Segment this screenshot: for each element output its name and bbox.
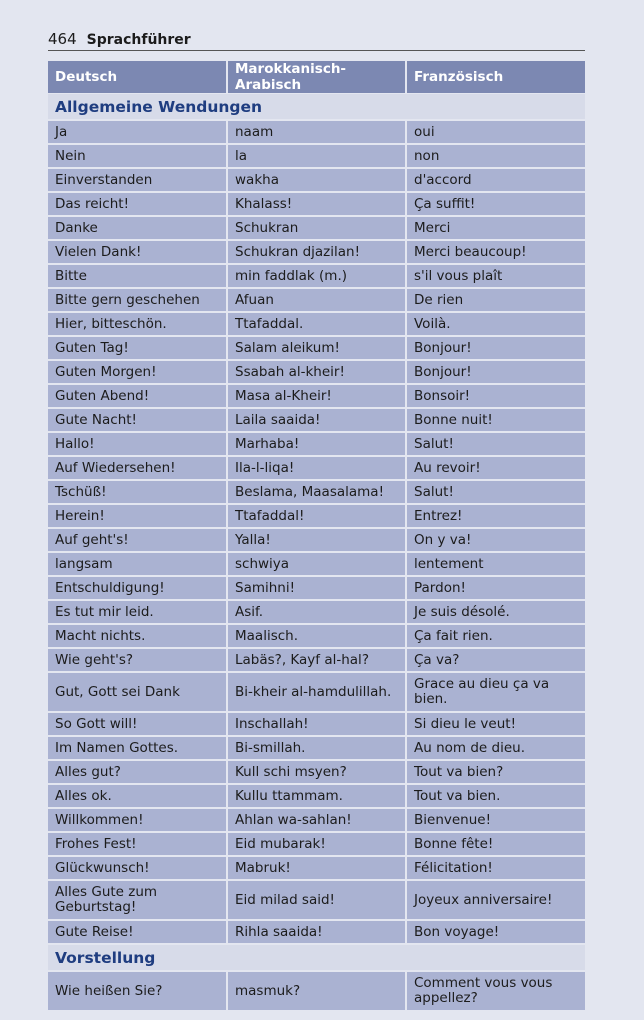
table-row (48, 712, 585, 736)
cell-french: Tout va bien? (406, 760, 585, 784)
cell-german: Wie geht's? (48, 648, 227, 672)
cell-german: Bitte gern geschehen (48, 288, 227, 312)
cell-french: Bon voyage! (406, 920, 585, 944)
cell-moroccan-arabic: Kull schi msyen? (227, 760, 406, 784)
cell-german: Tschüß! (48, 480, 227, 504)
table-row (48, 784, 585, 808)
table-row (48, 360, 585, 384)
cell-moroccan-arabic: Kullu ttammam. (227, 784, 406, 808)
cell-french: Si dieu le veut! (406, 712, 585, 736)
table-row (48, 432, 585, 456)
cell-french: Bienvenue! (406, 808, 585, 832)
table-row (48, 624, 585, 648)
cell-french: Pardon! (406, 576, 585, 600)
cell-moroccan-arabic: Laila saaida! (227, 408, 406, 432)
cell-french: Grace au dieu ça va bien. (406, 672, 585, 712)
table-row (48, 480, 585, 504)
running-section-title: Sprachführer (86, 32, 191, 48)
cell-french: Bonjour! (406, 336, 585, 360)
table-row (48, 736, 585, 760)
section-header-row (48, 94, 585, 121)
page-header (48, 28, 585, 51)
cell-german: Alles gut? (48, 760, 227, 784)
table-row (48, 832, 585, 856)
table-row (48, 971, 585, 1011)
cell-moroccan-arabic: la (227, 144, 406, 168)
cell-german: Es tut mir leid. (48, 600, 227, 624)
cell-german: Auf geht's! (48, 528, 227, 552)
cell-french: Ça fait rien. (406, 624, 585, 648)
cell-moroccan-arabic: Eid mubarak! (227, 832, 406, 856)
cell-french: Ça va? (406, 648, 585, 672)
table-row (48, 600, 585, 624)
cell-moroccan-arabic: Mabruk! (227, 856, 406, 880)
cell-moroccan-arabic: Beslama, Maasalama! (227, 480, 406, 504)
cell-moroccan-arabic: Ahlan wa-sahlan! (227, 808, 406, 832)
cell-french: oui (406, 120, 585, 144)
cell-german: Bitte (48, 264, 227, 288)
table-header-row (48, 61, 585, 94)
cell-french: Merci beaucoup! (406, 240, 585, 264)
cell-moroccan-arabic: Rihla saaida! (227, 920, 406, 944)
cell-german: Guten Tag! (48, 336, 227, 360)
cell-moroccan-arabic: Marhaba! (227, 432, 406, 456)
table-row (48, 552, 585, 576)
table-row (48, 288, 585, 312)
cell-moroccan-arabic: Ila-l-liqa! (227, 456, 406, 480)
column-header-moroccan-arabic: Marokkanisch-Arabisch (227, 61, 406, 94)
cell-moroccan-arabic: Eid milad said! (227, 880, 406, 920)
cell-moroccan-arabic: naam (227, 120, 406, 144)
table-row (48, 168, 585, 192)
cell-moroccan-arabic: Ttafaddal. (227, 312, 406, 336)
cell-moroccan-arabic: Yalla! (227, 528, 406, 552)
table-row (48, 576, 585, 600)
cell-german: Alles ok. (48, 784, 227, 808)
cell-moroccan-arabic: Maalisch. (227, 624, 406, 648)
table-row (48, 808, 585, 832)
cell-french: Entrez! (406, 504, 585, 528)
cell-german: Wie heißen Sie? (48, 971, 227, 1011)
cell-german: langsam (48, 552, 227, 576)
cell-moroccan-arabic: Masa al-Kheir! (227, 384, 406, 408)
cell-german: Willkommen! (48, 808, 227, 832)
table-row (48, 856, 585, 880)
cell-moroccan-arabic: schwiya (227, 552, 406, 576)
table-row (48, 192, 585, 216)
table-row (48, 240, 585, 264)
column-header-french: Französisch (406, 61, 585, 94)
cell-french: Voilà. (406, 312, 585, 336)
cell-french: Bonne fête! (406, 832, 585, 856)
cell-french: De rien (406, 288, 585, 312)
cell-french: lentement (406, 552, 585, 576)
cell-moroccan-arabic: Samihni! (227, 576, 406, 600)
cell-french: Au revoir! (406, 456, 585, 480)
cell-german: Macht nichts. (48, 624, 227, 648)
cell-german: Nein (48, 144, 227, 168)
table-row (48, 264, 585, 288)
cell-moroccan-arabic: masmuk? (227, 971, 406, 1011)
cell-french: d'accord (406, 168, 585, 192)
cell-german: So Gott will! (48, 712, 227, 736)
cell-german: Einverstanden (48, 168, 227, 192)
table-row (48, 920, 585, 944)
cell-french: s'il vous plaît (406, 264, 585, 288)
cell-german: Auf Wiedersehen! (48, 456, 227, 480)
cell-french: Salut! (406, 480, 585, 504)
table-row (48, 408, 585, 432)
cell-german: Das reicht! (48, 192, 227, 216)
cell-moroccan-arabic: Bi-smillah. (227, 736, 406, 760)
cell-german: Entschuldigung! (48, 576, 227, 600)
cell-german: Guten Abend! (48, 384, 227, 408)
phrasebook-table (48, 61, 585, 1012)
cell-french: Je suis désolé. (406, 600, 585, 624)
cell-german: Alles Gute zum Geburtstag! (48, 880, 227, 920)
section-title: Allgemeine Wendungen (48, 94, 585, 121)
cell-german: Glückwunsch! (48, 856, 227, 880)
cell-moroccan-arabic: Khalass! (227, 192, 406, 216)
cell-moroccan-arabic: Salam aleikum! (227, 336, 406, 360)
cell-german: Danke (48, 216, 227, 240)
cell-german: Ja (48, 120, 227, 144)
table-row (48, 216, 585, 240)
table-body (48, 94, 585, 1012)
table-row (48, 384, 585, 408)
section-title: Vorstellung (48, 944, 585, 971)
cell-german: Gute Reise! (48, 920, 227, 944)
table-row (48, 760, 585, 784)
cell-german: Gut, Gott sei Dank (48, 672, 227, 712)
cell-french: Au nom de dieu. (406, 736, 585, 760)
table-row (48, 336, 585, 360)
cell-german: Im Namen Gottes. (48, 736, 227, 760)
cell-french: Joyeux anniversaire! (406, 880, 585, 920)
cell-french: Bonne nuit! (406, 408, 585, 432)
cell-moroccan-arabic: Ssabah al-kheir! (227, 360, 406, 384)
cell-moroccan-arabic: Asif. (227, 600, 406, 624)
cell-french: Comment vous vous appellez? (406, 971, 585, 1011)
cell-german: Frohes Fest! (48, 832, 227, 856)
cell-moroccan-arabic: Bi-kheir al-hamdulillah. (227, 672, 406, 712)
column-header-german: Deutsch (48, 61, 227, 94)
cell-german: Hier, bitteschön. (48, 312, 227, 336)
section-header-row (48, 944, 585, 971)
page-number: 464 (48, 30, 77, 48)
cell-moroccan-arabic: Schukran (227, 216, 406, 240)
cell-moroccan-arabic: wakha (227, 168, 406, 192)
cell-moroccan-arabic: Ttafaddal! (227, 504, 406, 528)
cell-german: Guten Morgen! (48, 360, 227, 384)
cell-french: Bonjour! (406, 360, 585, 384)
cell-moroccan-arabic: Schukran djazilan! (227, 240, 406, 264)
table-row (48, 456, 585, 480)
cell-german: Herein! (48, 504, 227, 528)
table-row (48, 120, 585, 144)
cell-german: Vielen Dank! (48, 240, 227, 264)
cell-french: Tout va bien. (406, 784, 585, 808)
cell-moroccan-arabic: min faddlak (m.) (227, 264, 406, 288)
cell-french: non (406, 144, 585, 168)
cell-french: Merci (406, 216, 585, 240)
cell-moroccan-arabic: Afuan (227, 288, 406, 312)
cell-french: Ça suffit! (406, 192, 585, 216)
table-row (48, 504, 585, 528)
cell-moroccan-arabic: Labäs?, Kayf al-hal? (227, 648, 406, 672)
table-row (48, 648, 585, 672)
table-row (48, 144, 585, 168)
table-row (48, 528, 585, 552)
cell-german: Hallo! (48, 432, 227, 456)
cell-french: Salut! (406, 432, 585, 456)
cell-moroccan-arabic: Inschallah! (227, 712, 406, 736)
table-row (48, 880, 585, 920)
cell-french: Bonsoir! (406, 384, 585, 408)
table-row (48, 672, 585, 712)
cell-french: On y va! (406, 528, 585, 552)
cell-german: Gute Nacht! (48, 408, 227, 432)
cell-french: Félicitation! (406, 856, 585, 880)
table-row (48, 312, 585, 336)
